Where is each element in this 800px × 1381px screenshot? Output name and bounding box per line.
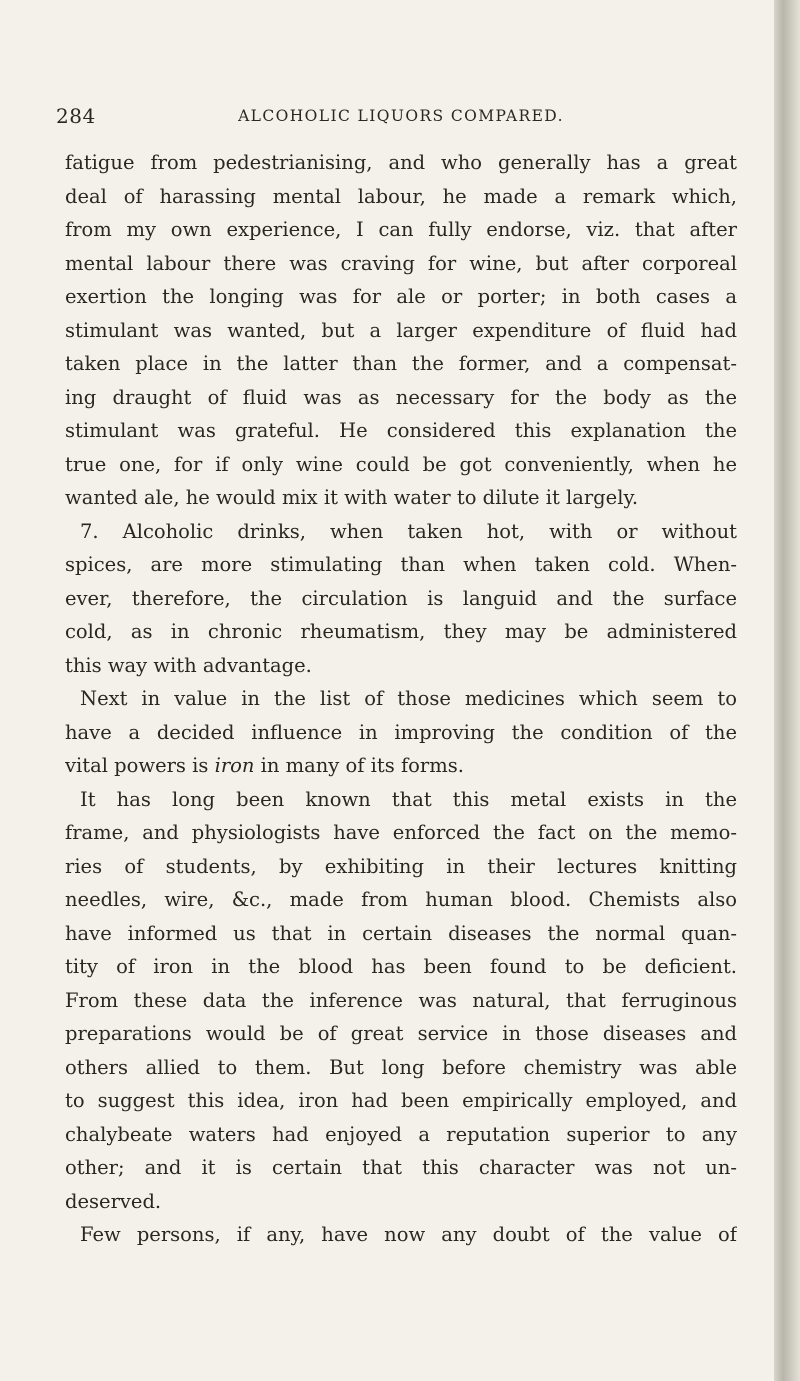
text-line: this way with advantage. xyxy=(65,653,312,677)
text-line: have a decided influence in improving the condition of the xyxy=(65,720,737,744)
text-line: to suggest this idea, iron had been empirically employed, and xyxy=(65,1089,737,1112)
text-line: From these data the inference was natural, that ferruginous xyxy=(65,988,737,1012)
text-line: other; and it is certain that this character was not un- xyxy=(65,1156,737,1179)
page-header xyxy=(56,104,746,134)
text-line: others allied to them. But long before chemistry was able xyxy=(65,1055,737,1079)
text-line: 7. Alcoholic drinks, when taken hot, with or without xyxy=(80,519,737,543)
text-line: frame, and physiologists have enforced the fact on the memo- xyxy=(65,821,737,844)
text-line: preparations would be of great service in those diseases and xyxy=(65,1022,737,1045)
text-line: mental labour there was craving for wine, but after corporeal xyxy=(65,251,737,275)
text-line: deserved. xyxy=(65,1189,162,1213)
body-text xyxy=(65,146,737,1252)
text-line: deal of harassing mental labour, he made a remark which, xyxy=(65,184,737,208)
text-line: vital powers is iron in many of its forms. xyxy=(65,754,464,777)
text-line: It has long been known that this metal exists in the xyxy=(80,787,737,811)
text-line: have informed us that in certain diseases the normal quan- xyxy=(65,921,737,945)
text-line: chalybeate waters had enjoyed a reputation superior to any xyxy=(65,1122,737,1146)
text-line: wanted ale, he would mix it with water to dilute it largely. xyxy=(65,486,639,509)
text-line: taken place in the latter than the former, and a compensat- xyxy=(65,352,737,375)
text-line: spices, are more stimulating than when taken cold. When- xyxy=(65,553,737,576)
text-line: stimulant was grateful. He considered this explanation the xyxy=(65,419,737,442)
text-line: ing draught of fluid was as necessary for the body as the xyxy=(65,385,737,409)
text-line: stimulant was wanted, but a larger expenditure of fluid had xyxy=(65,318,737,342)
text-line: ries of students, by exhibiting in their lectures knitting xyxy=(65,854,737,878)
text-line: Next in value in the list of those medicines which seem to xyxy=(80,687,737,710)
text-line: cold, as in chronic rheumatism, they may be administered xyxy=(65,620,737,643)
text-line: from my own experience, I can fully endorse, viz. that after xyxy=(65,218,737,241)
text-line: Few persons, if any, have now any doubt of the value of xyxy=(80,1223,737,1246)
running-head: ALCOHOLIC LIQUORS COMPARED. xyxy=(238,107,564,125)
italic-word: iron xyxy=(214,754,255,777)
text-line: needles, wire, &c., made from human blood. Chemists also xyxy=(65,888,737,911)
text-line: exertion the longing was for ale or porter; in both cases a xyxy=(65,285,737,308)
text-line: true one, for if only wine could be got conveniently, when he xyxy=(65,452,737,476)
text-line: ever, therefore, the circulation is languid and the surface xyxy=(65,586,737,610)
page-number: 284 xyxy=(56,104,96,128)
text-line: fatigue from pedestrianising, and who generally has a great xyxy=(65,151,737,174)
page-edge-shadow xyxy=(774,0,800,1381)
text-line: tity of iron in the blood has been found to be deficient. xyxy=(65,955,737,978)
